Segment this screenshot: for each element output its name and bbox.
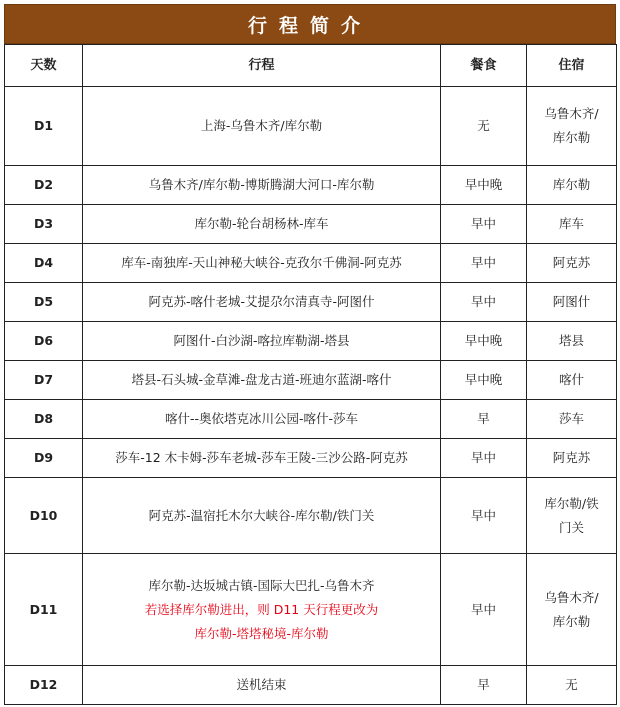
day-cell: D1 [5,87,83,166]
alternate-route-note: 若选择库尔勒进出，则 D11 天行程更改为 [144,601,379,617]
lodging-cell: 莎车 [527,400,617,439]
itinerary-cell: 库车-南独库-天山神秘大峡谷-克孜尔千佛洞-阿克苏 [83,244,441,283]
lodging-cell: 喀什 [527,361,617,400]
lodging-cell: 无 [527,666,617,705]
lodging-cell: 阿克苏 [527,439,617,478]
lodging-cell: 塔县 [527,322,617,361]
itinerary-cell: 喀什--奥依塔克冰川公园-喀什-莎车 [83,400,441,439]
lodging-line: 库尔勒/铁 [544,495,599,511]
day-cell: D7 [5,361,83,400]
lodging-line: 库尔勒 [552,130,591,145]
day-cell: D12 [5,666,83,705]
table-row [5,244,617,283]
itinerary-cell: 阿克苏-温宿托木尔大峡谷-库尔勒/铁门关 [83,478,441,554]
header-lodging: 住宿 [527,45,617,87]
meals-cell: 早 [441,400,527,439]
lodging-cell: 阿克苏 [527,244,617,283]
itinerary-cell: 莎车-12 木卡姆-莎车老城-莎车王陵-三沙公路-阿克苏 [83,439,441,478]
lodging-cell [527,478,617,554]
day-cell: D11 [5,554,83,666]
header-itinerary: 行程 [83,45,441,87]
lodging-cell: 库车 [527,205,617,244]
banner-title: 行程简介 [4,4,616,44]
lodging-cell: 库尔勒 [527,166,617,205]
table-row [5,166,617,205]
lodging-line: 库尔勒 [552,613,591,629]
itinerary-cell: 阿克苏-喀什老城-艾提尕尔清真寺-阿图什 [83,283,441,322]
meals-cell: 早中 [441,283,527,322]
meals-cell: 无 [441,87,527,166]
meals-cell: 早中晚 [441,322,527,361]
table-row [5,322,617,361]
table-row [5,361,617,400]
itinerary-line: 库尔勒-达坂城古镇-国际大巴扎-乌鲁木齐 [148,577,375,593]
header-meals: 餐食 [441,45,527,87]
header-row [5,45,617,87]
table-row [5,87,617,166]
table-row [5,666,617,705]
itinerary-cell [83,554,441,666]
lodging-line: 乌鲁木齐/ [544,589,599,605]
day-cell: D3 [5,205,83,244]
day-cell: D2 [5,166,83,205]
alternate-route-note: 库尔勒-塔塔秘境-库尔勒 [194,625,329,641]
day-cell: D5 [5,283,83,322]
header-day: 天数 [5,45,83,87]
itinerary-cell: 塔县-石头城-金草滩-盘龙古道-班迪尔蓝湖-喀什 [83,361,441,400]
itinerary-summary [4,4,616,705]
meals-cell: 早中 [441,439,527,478]
lodging-line: 乌鲁木齐/ [544,106,599,121]
itinerary-cell: 阿图什-白沙湖-喀拉库勒湖-塔县 [83,322,441,361]
table-row [5,205,617,244]
table-row [5,400,617,439]
meals-cell: 早中 [441,478,527,554]
day-cell: D8 [5,400,83,439]
meals-cell: 早中 [441,205,527,244]
lodging-line: 门关 [558,519,584,535]
table-row [5,439,617,478]
itinerary-cell: 乌鲁木齐/库尔勒-博斯腾湖大河口-库尔勒 [83,166,441,205]
itinerary-cell: 送机结束 [83,666,441,705]
itinerary-table [4,44,617,705]
day-cell: D6 [5,322,83,361]
day-cell: D4 [5,244,83,283]
meals-cell: 早中 [441,554,527,666]
table-row [5,283,617,322]
meals-cell: 早 [441,666,527,705]
lodging-cell [527,87,617,166]
lodging-cell: 阿图什 [527,283,617,322]
table-row [5,554,617,666]
day-cell: D10 [5,478,83,554]
itinerary-cell: 库尔勒-轮台胡杨林-库车 [83,205,441,244]
table-row [5,478,617,554]
itinerary-cell: 上海-乌鲁木齐/库尔勒 [83,87,441,166]
meals-cell: 早中晚 [441,166,527,205]
meals-cell: 早中晚 [441,361,527,400]
day-cell: D9 [5,439,83,478]
meals-cell: 早中 [441,244,527,283]
lodging-cell [527,554,617,666]
